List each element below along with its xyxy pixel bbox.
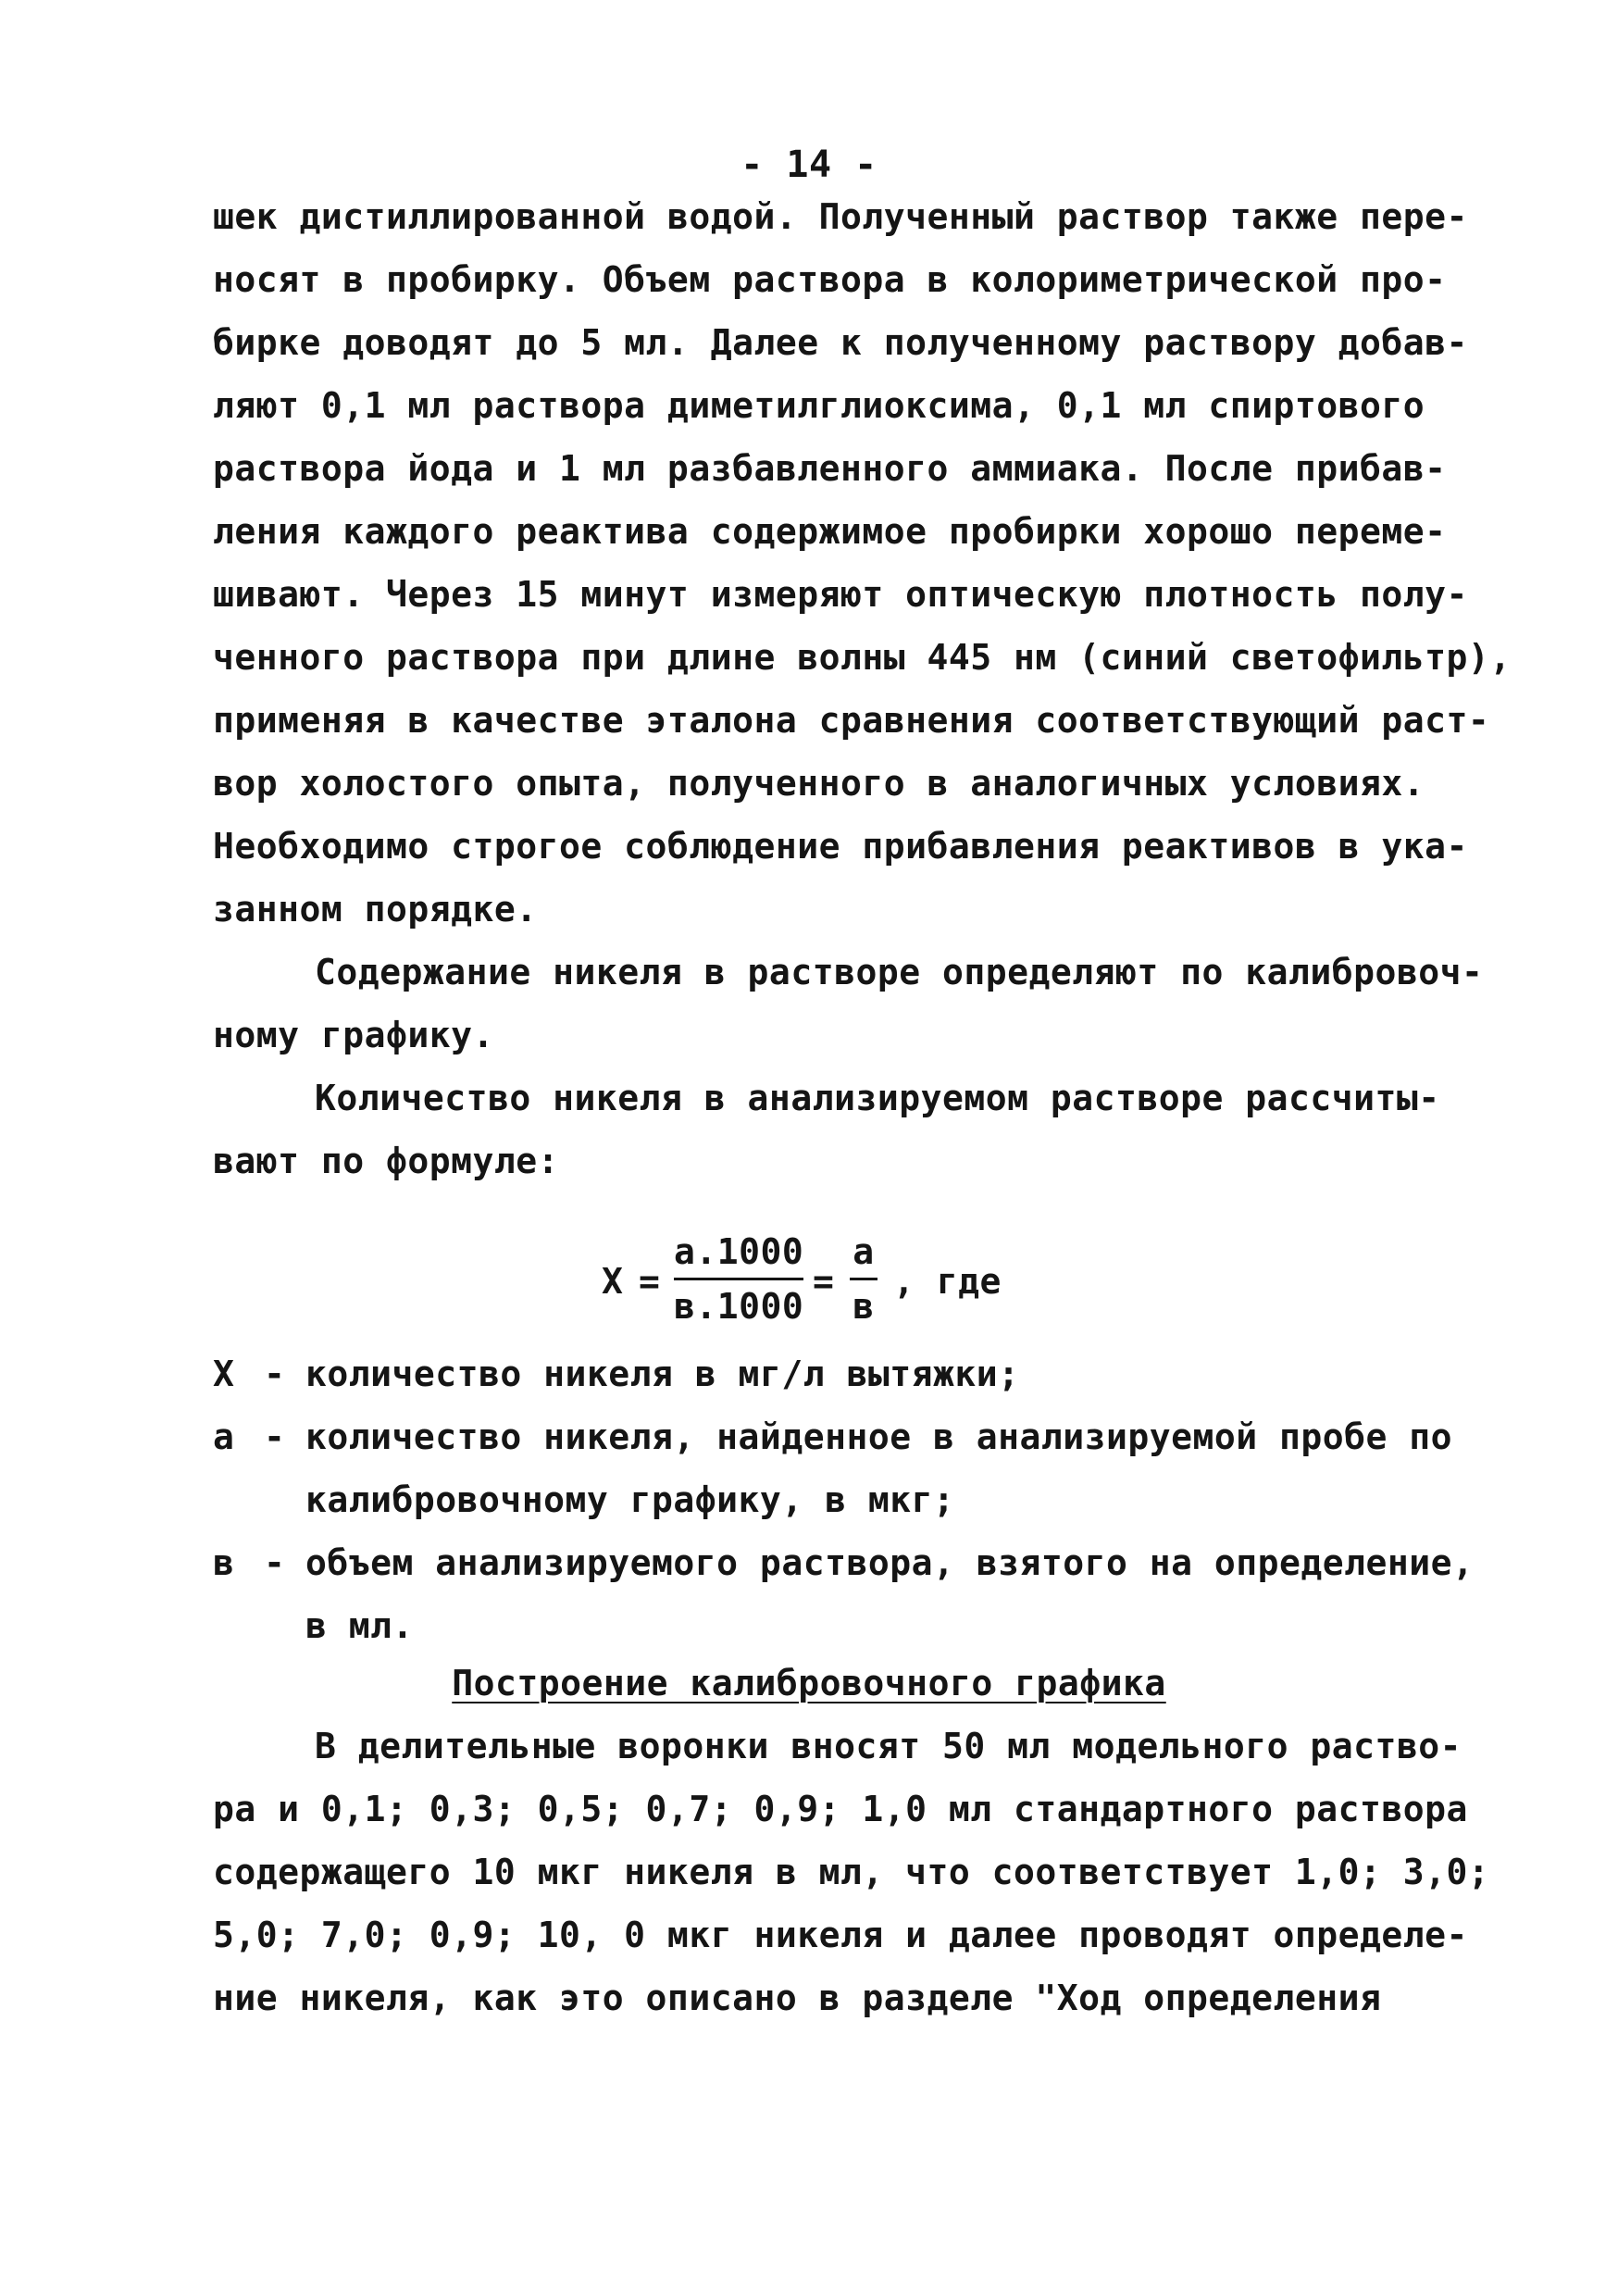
body-line: носят в пробирку. Объем раствора в колориметрической про- (213, 259, 1447, 300)
fraction-bar (674, 1278, 803, 1280)
formula-fraction-1 (674, 1228, 803, 1330)
fraction-numerator: a.1000 (674, 1231, 804, 1272)
body-line: содержащего 10 мкг никеля в мл, что соответствует 1,0; 3,0; (213, 1852, 1490, 1892)
definition-text: калибровочному графику, в мкг; (305, 1479, 955, 1520)
page-number: - 14 - (741, 144, 877, 186)
body-line: раствора йода и 1 мл разбавленного аммиака. После прибав- (213, 448, 1447, 489)
body-line: шек дистиллированной водой. Полученный раствор также пере- (213, 196, 1468, 237)
body-line: бирке доводят до 5 мл. Далее к полученному раствору добав- (213, 322, 1468, 363)
body-line: вор холостого опыта, полученного в аналогичных условиях. (213, 763, 1425, 804)
definition-dash: - (264, 1416, 286, 1457)
body-line: Содержание никеля в растворе определяют по калибровоч- (315, 952, 1484, 992)
section-heading-text: Построение калибровочного графика (452, 1663, 1166, 1703)
formula-equals: = (639, 1261, 661, 1302)
formula-where: , где (893, 1261, 1002, 1302)
definition-term: a (213, 1416, 235, 1457)
body-line: шивают. Через 15 минут измеряют оптическую плотность полу- (213, 574, 1468, 615)
fraction-bar (850, 1278, 877, 1280)
fraction-denominator: в (853, 1286, 875, 1327)
definition-text: в мл. (305, 1605, 414, 1646)
body-line: Количество никеля в анализируемом растворе рассчиты- (315, 1078, 1440, 1118)
definition-term: в (213, 1542, 235, 1583)
fraction-numerator: a (853, 1231, 875, 1272)
body-line: ляют 0,1 мл раствора диметилглиоксима, 0,1 мл спиртового (213, 385, 1425, 426)
formula-lhs: X (602, 1261, 624, 1302)
body-line: ра и 0,1; 0,3; 0,5; 0,7; 0,9; 1,0 мл стандартного раствора (213, 1789, 1468, 1829)
body-line: ления каждого реактива содержимое пробирки хорошо переме- (213, 511, 1447, 552)
body-line: применяя в качестве эталона сравнения соответствующий раст- (213, 700, 1490, 741)
body-line: ному графику. (213, 1015, 494, 1055)
definition-dash: - (264, 1354, 286, 1394)
definition-text: количество никеля в мг/л вытяжки; (305, 1354, 1020, 1394)
body-line: 5,0; 7,0; 0,9; 10, 0 мкг никеля и далее проводят определе- (213, 1915, 1468, 1955)
formula-fraction-2 (850, 1228, 877, 1330)
body-line: вают по формуле: (213, 1141, 560, 1181)
formula-equals: = (813, 1261, 835, 1302)
formula (602, 1228, 1027, 1339)
body-line: В делительные воронки вносят 50 мл модельного раство- (315, 1726, 1462, 1766)
body-line: ние никеля, как это описано в разделе "Ход определения (213, 1978, 1382, 2018)
definition-text: объем анализируемого раствора, взятого на определение, (305, 1542, 1475, 1583)
body-line: Необходимо строгое соблюдение прибавления реактивов в ука- (213, 826, 1468, 867)
definition-term: X (213, 1354, 235, 1394)
fraction-denominator: в.1000 (674, 1286, 804, 1327)
body-line: ченного раствора при длине волны 445 нм (синий светофильтр), (213, 637, 1512, 678)
section-heading (0, 1663, 1618, 1703)
definition-dash: - (264, 1542, 286, 1583)
body-line: занном порядке. (213, 889, 538, 930)
definition-text: количество никеля, найденное в анализируемой пробе по (305, 1416, 1453, 1457)
